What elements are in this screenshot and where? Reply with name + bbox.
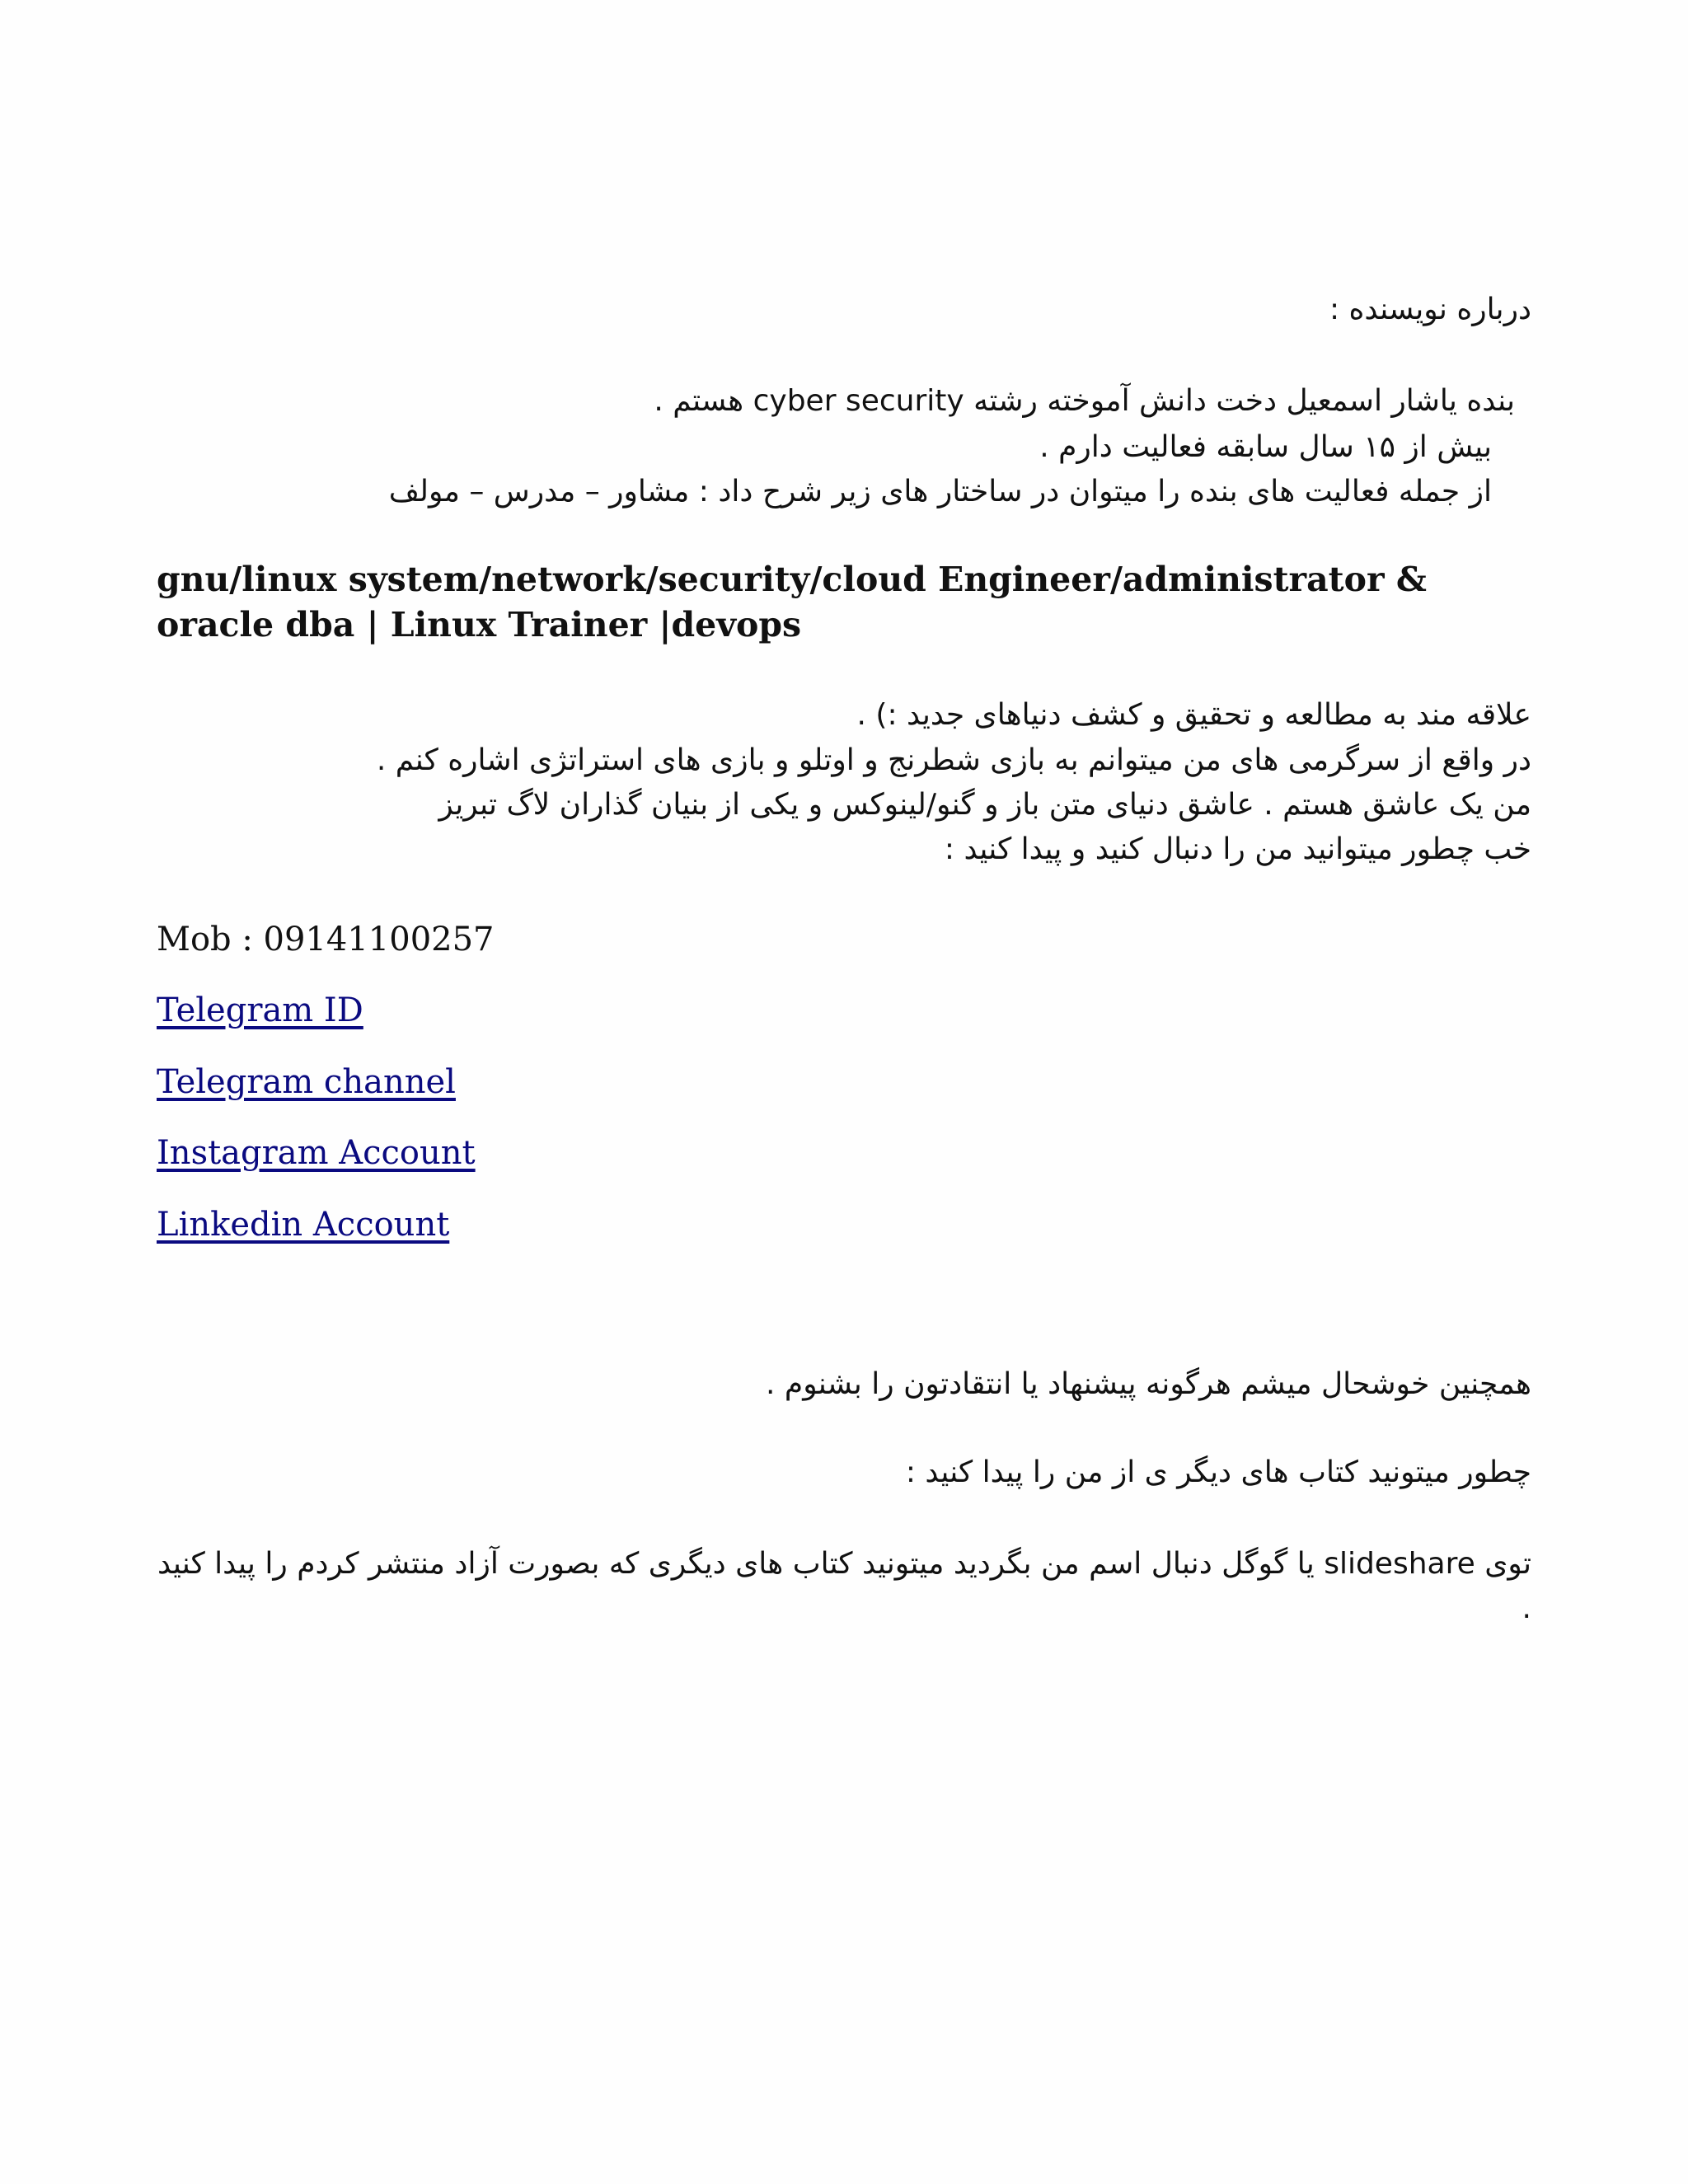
- interest-line: من یک عاشق هستم . عاشق دنیای متن باز و گنو/لینوکس و یکی از بنیان گذاران لاگ تبریز: [438, 788, 1531, 822]
- job-title: gnu/linux system/network/security/cloud Engineer/administrator & oracle dba | Linux Trainer |devops: [157, 560, 1427, 644]
- instagram-account-link[interactable]: Instagram Account: [157, 1134, 476, 1172]
- interest-line: خب چطور میتوانید من را دنبال کنید و پیدا کنید :: [944, 832, 1531, 866]
- intro-line: بیش از ۱۵ سال سابقه فعالیت دارم .: [1039, 430, 1492, 464]
- interest-line: علاقه مند به مطالعه و تحقیق و کشف دنیاهای جدید :) .: [856, 698, 1531, 732]
- about-heading: درباره نویسنده :: [1329, 293, 1531, 326]
- interest-line: در واقع از سرگرمی های من میتوانم به بازی شطرنج و اوتلو و بازی های استراتژی اشاره کنم .: [376, 743, 1531, 777]
- mobile-number: Mob : 09141100257: [157, 921, 495, 958]
- books-text: توی slideshare یا گوگل دنبال اسم من بگردید میتونید کتاب های دیگری که بصورت آزاد منتشر کردم را پیدا کنید .: [157, 1547, 1531, 1625]
- intro-line: از جمله فعالیت های بنده را میتوان در ساختار های زیر شرح داد : مشاور – مدرس – مولف: [388, 475, 1492, 509]
- linkedin-account-link[interactable]: Linkedin Account: [157, 1206, 450, 1244]
- books-heading: چطور میتونید کتاب های دیگر ی از من را پیدا کنید :: [905, 1455, 1531, 1489]
- feedback-text: همچنین خوشحال میشم هرگونه پیشنهاد یا انتقادتون را بشنوم .: [766, 1367, 1531, 1401]
- telegram-channel-link[interactable]: Telegram channel: [157, 1063, 456, 1101]
- intro-line: بنده یاشار اسمعیل دخت دانش آموخته رشته cyber security هستم .: [654, 384, 1515, 418]
- telegram-id-link[interactable]: Telegram ID: [157, 991, 363, 1029]
